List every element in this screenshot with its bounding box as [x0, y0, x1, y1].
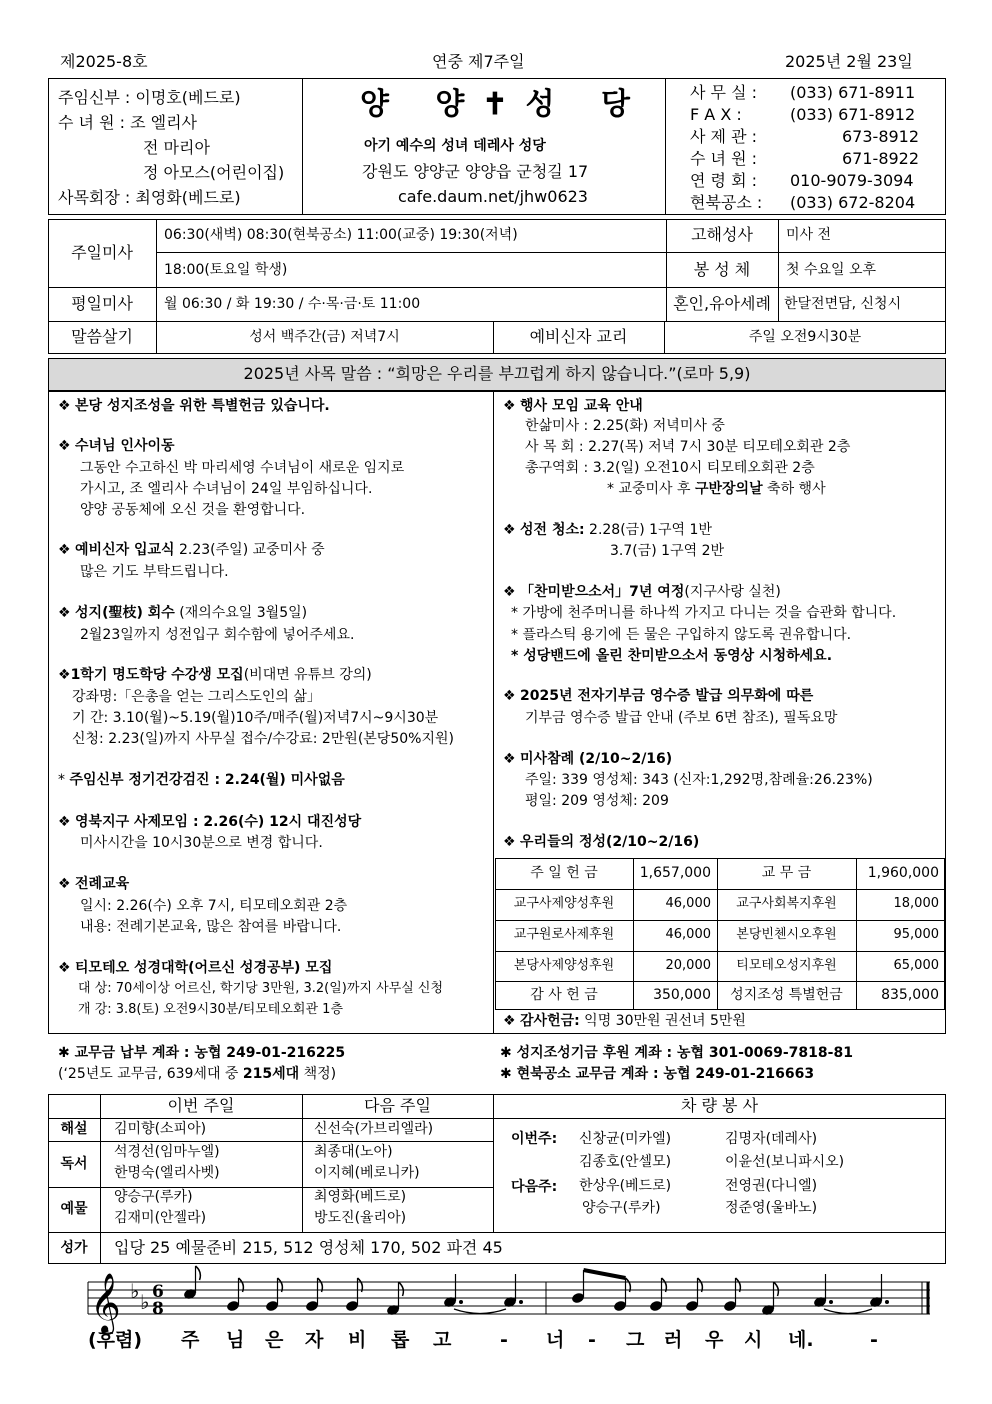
- notice-text: 양양 공동체에 오신 것을 환영합니다.: [80, 502, 306, 518]
- issue-number: 제2025-8호: [60, 52, 148, 71]
- beam-mark: [584, 1270, 626, 1278]
- contact-label: 현북공소 :: [690, 193, 763, 212]
- communion-label: 봉 성 체: [693, 259, 751, 279]
- notice-liturgy-education: ❖ 전례교육: [58, 876, 130, 892]
- time-signature-icon: 6: [152, 1282, 164, 1302]
- bullet-icon: ❖: [503, 522, 521, 538]
- notice-text: 그동안 수고하신 박 마리세영 수녀님이 새로운 임지로: [80, 460, 405, 476]
- notice-text: 3.7(금) 1구역 2반: [610, 543, 724, 559]
- account-shrine-fund: ✱ 성지조성기금 후원 계좌 : 농협 301-0069-7818-81: [500, 1045, 853, 1061]
- car-volunteer: 신창균(미카엘): [579, 1131, 672, 1147]
- offering-category: 본당사제양성후원: [513, 957, 615, 973]
- car-volunteer: 이윤선(보니파시오): [725, 1154, 845, 1170]
- lyric-syllable: 자: [305, 1329, 324, 1351]
- car-next-week-label: 다음주:: [511, 1179, 558, 1195]
- contact-value: (033) 671-8911: [790, 83, 916, 102]
- role-name: 신선숙(가브리엘라): [314, 1121, 434, 1137]
- notice-palm-return: ❖ 성지(聖枝) 회수 (재의수요일 3월5일): [58, 605, 308, 621]
- notice-text: 총구역회 : 3.2(일) 오전10시 티모테오회관 2층: [525, 460, 815, 476]
- contact-value: 010-9079-3094: [790, 171, 914, 190]
- offering-category: 감 사 헌 금: [530, 987, 598, 1004]
- bullet-icon: ❖: [58, 960, 76, 976]
- sister-2: 전 마리아: [143, 138, 210, 157]
- sunday-mass-times: 06:30(새벽) 08:30(현북공소) 11:00(교중) 19:30(저녁): [164, 227, 518, 244]
- notice-myeongdo-school: ❖1학기 명도학당 수강생 모집(비대면 유튜브 강의): [58, 667, 372, 683]
- offering-category: 주 일 헌 금: [530, 865, 598, 882]
- note-flag: [774, 1282, 779, 1296]
- bullet-icon: ❖: [58, 876, 76, 892]
- car-volunteer: 정준영(울바노): [725, 1200, 818, 1216]
- role-name: 최영화(베드로): [314, 1189, 407, 1205]
- car-volunteer: 한상우(베드로): [579, 1178, 672, 1194]
- role-offering-label: 예물: [60, 1201, 88, 1218]
- contact-label: F A X :: [690, 105, 742, 124]
- church-subtitle: 아기 예수의 성녀 데레사 성당: [364, 138, 546, 154]
- bullet-icon: ❖: [58, 605, 76, 621]
- role-name: 석경선(임마누엘): [114, 1144, 220, 1160]
- bullet-icon: ❖: [58, 398, 76, 414]
- note-dot: [829, 1300, 833, 1304]
- offering-amount: 835,000: [881, 987, 939, 1004]
- lyric-syllable: -: [870, 1329, 878, 1351]
- council-president: 사목회장 : 최영화(베드로): [58, 188, 241, 207]
- sunday-mass-label: 주일미사: [71, 242, 133, 262]
- notice-offerings: ❖ 우리들의 정성(2/10~2/16): [503, 834, 700, 850]
- role-reading-label: 독서: [60, 1155, 88, 1172]
- account-tithe: ✱ 교무금 납부 계좌 : 농협 249-01-216225: [58, 1045, 346, 1061]
- confession-value: 미사 전: [786, 227, 832, 244]
- car-volunteer: 김종호(안셀모): [579, 1154, 672, 1170]
- lyric-syllable: -: [588, 1329, 596, 1351]
- contact-label: 수 녀 원 :: [690, 149, 758, 168]
- notice-text: 대 상: 70세이상 어르신, 학기당 3만원, 3.2(일)까지 사무실 신청: [78, 981, 444, 996]
- weekday-mass-times: 월 06:30 / 화 19:30 / 수·목·금·토 11:00: [164, 295, 421, 312]
- offering-amount: 46,000: [665, 927, 711, 943]
- offering-category: 교구사회복지후원: [736, 896, 837, 912]
- notice-events: ❖ 행사 모임 교육 안내: [503, 398, 643, 414]
- notice-text: 신청: 2.23(일)까지 사무실 접수/수강료: 2만원(본당50%지원): [72, 731, 454, 747]
- bullet-icon: ❖: [58, 814, 76, 830]
- contact-value: (033) 672-8204: [790, 193, 916, 212]
- notice-thanks-offering: ❖ 감사헌금: 익명 30만원 권선녀 5만원: [503, 1013, 746, 1029]
- weekday-mass-label: 평일미사: [71, 293, 133, 313]
- church-url[interactable]: cafe.daum.net/jhw0623: [398, 187, 588, 206]
- car-volunteer: 김명자(데레사): [725, 1131, 818, 1147]
- car-this-week-label: 이번주:: [511, 1131, 558, 1147]
- word-label: 말씀살기: [71, 327, 133, 347]
- notice-text: 일시: 2.26(수) 오후 7시, 티모테오회관 2층: [80, 898, 348, 914]
- notice-laudato-si: ❖ 「찬미받으소서」7년 여정(지구사랑 실천): [503, 584, 781, 600]
- role-name: 김미향(소피아): [114, 1121, 207, 1137]
- catechumen-value: 주일 오전9시30분: [748, 329, 862, 346]
- saturday-mass-time: 18:00(토요일 학생): [164, 261, 288, 278]
- tie-mark: [824, 1309, 872, 1314]
- sister-3: 정 아모스(어린이집): [143, 163, 285, 182]
- offering-amount: 65,000: [893, 957, 939, 973]
- notice-text: * 교중미사 후 구반장의날 축하 행사: [607, 481, 826, 497]
- contact-label: 연 령 회 :: [690, 171, 758, 190]
- offering-amount: 46,000: [665, 896, 711, 912]
- liturgical-week: 연중 제7주일: [432, 52, 525, 71]
- notice-text: 기 간: 3.10(월)~5.19(월)10주/매주(월)저녁7시~9시30분: [72, 710, 439, 726]
- lyric-syllable: 그: [626, 1329, 645, 1351]
- contact-value: 671-8922: [842, 149, 920, 168]
- note-dot: [519, 1300, 523, 1304]
- account-tithe-note: (‘25년도 교무금, 639세대 중 215세대 책정): [58, 1066, 337, 1082]
- catechumen-label: 예비신자 교리: [529, 327, 628, 347]
- lyric-syllable: 비: [348, 1329, 367, 1351]
- offering-category: 교구원로사제후원: [513, 927, 615, 943]
- offering-amount: 1,960,000: [867, 865, 939, 882]
- notice-text: 평일: 209 영성체: 209: [525, 793, 669, 809]
- notice-text: 가시고, 조 엘리사 수녀님이 24일 부임하십니다.: [80, 481, 373, 497]
- role-name: 최종대(노아): [314, 1144, 393, 1160]
- lyric-syllable: 롭: [391, 1329, 410, 1351]
- lyric-syllable: 은: [265, 1329, 284, 1351]
- notice-text: 내용: 전례기본교육, 많은 참여를 바랍니다.: [80, 919, 342, 935]
- role-name: 이지혜(베로니카): [314, 1165, 420, 1181]
- note-flag: [399, 1282, 404, 1296]
- flat-sign-icon: ♭: [140, 1290, 150, 1314]
- car-service-header: 차 량 봉 사: [680, 1095, 759, 1115]
- notice-catechumen-rite: ❖ 예비신자 입교식 2.23(주일) 교중미사 중: [58, 542, 325, 558]
- lyric-syllable: 네.: [788, 1329, 814, 1351]
- notice-donation-receipt: ❖ 2025년 전자기부금 영수증 발급 의무화에 따른: [503, 688, 814, 704]
- notice-text: * 가방에 천주머니를 하나씩 가지고 다니는 것을 습관화 합니다.: [511, 605, 897, 621]
- offering-category: 본당빈첸시오후원: [736, 927, 837, 943]
- lyric-syllable: 우: [705, 1329, 724, 1351]
- bullet-icon: ❖: [58, 438, 76, 454]
- bulletin-date: 2025년 2월 23일: [785, 52, 913, 71]
- bullet-icon: ❖: [58, 667, 71, 683]
- this-week-header: 이번 주일: [167, 1095, 235, 1115]
- hymn-numbers: 입당 25 예물준비 215, 512 영성체 170, 502 파견 45: [114, 1237, 503, 1257]
- offering-amount: 18,000: [893, 896, 939, 912]
- lyric-syllable: (후렴): [88, 1329, 143, 1351]
- refrain-music-staff: [0, 1264, 992, 1404]
- notice-text: * 플라스틱 용기에 든 물은 구입하지 않도록 권유합니다.: [511, 627, 852, 643]
- role-commentary-label: 해설: [60, 1121, 88, 1138]
- word-value: 성서 백주간(금) 저녁7시: [249, 329, 400, 346]
- lyric-syllable: -: [500, 1329, 508, 1351]
- contact-value: 673-8912: [842, 127, 920, 146]
- role-name: 방도진(율리아): [314, 1210, 407, 1226]
- notice-cleaning: ❖ 성전 청소: 2.28(금) 1구역 1반: [503, 522, 712, 538]
- notice-text: 사 목 회 : 2.27(목) 저녁 7시 30분 티모테오회관 2층: [525, 439, 851, 455]
- bullet-icon: ❖: [58, 542, 76, 558]
- pastor: 주임신부 : 이명호(베드로): [58, 88, 241, 107]
- contact-label: 사 무 실 :: [690, 83, 758, 102]
- notice-bible-college: ❖ 티모테오 성경대학(어르신 성경공부) 모집: [58, 960, 333, 976]
- wedding-value: 한달전면담, 신청시: [784, 295, 902, 312]
- offering-category: 성지조성 특별헌금: [730, 987, 843, 1004]
- lyric-syllable: 님: [226, 1329, 245, 1351]
- notice-special-offering: ❖ 본당 성지조성을 위한 특별헌금 있습니다.: [58, 398, 330, 414]
- lyric-syllable: 러: [664, 1329, 683, 1351]
- account-hyeonbuk: ✱ 현북공소 교무금 계좌 : 농협 249-01-216663: [500, 1066, 815, 1082]
- offering-category: 교 무 금: [761, 865, 812, 882]
- notice-priest-meeting: ❖ 영북지구 사제모임 : 2.26(수) 12시 대진성당: [58, 814, 362, 830]
- car-volunteer: 양승구(루카): [582, 1200, 661, 1216]
- notice-sister-transfer: ❖ 수녀님 인사이동: [58, 438, 175, 454]
- wedding-label: 혼인,유아세례: [673, 293, 771, 313]
- role-name: 양승구(루카): [114, 1189, 193, 1205]
- note-dot: [459, 1300, 463, 1304]
- treble-clef-icon: 𝄞: [90, 1273, 121, 1333]
- notice-mass-attendance: ❖ 미사참례 (2/10~2/16): [503, 751, 673, 767]
- flat-sign-icon: ♭: [130, 1279, 140, 1303]
- bullet-icon: ❖: [503, 584, 521, 600]
- lyric-syllable: 주: [181, 1329, 200, 1351]
- bullet-icon: ❖: [503, 1013, 521, 1029]
- communion-value: 첫 수요일 오후: [786, 261, 877, 278]
- note-flag: [196, 1266, 201, 1280]
- notice-text: * 성당밴드에 올린 찬미받으소서 동영상 시청하세요.: [511, 648, 833, 664]
- offering-amount: 20,000: [665, 957, 711, 973]
- church-name: 양 양✝성 당: [360, 87, 648, 122]
- notice-text: 기부금 영수증 발급 안내 (주보 6면 참조), 필독요망: [525, 710, 838, 726]
- car-volunteer: 전영권(다니엘): [725, 1178, 818, 1194]
- time-signature-icon: 8: [152, 1299, 164, 1319]
- contact-value: (033) 671-8912: [790, 105, 916, 124]
- hymns-label: 성가: [60, 1239, 88, 1256]
- confession-label: 고해성사: [691, 225, 753, 245]
- bullet-icon: ❖: [503, 751, 521, 767]
- bullet-icon: ❖: [503, 688, 521, 704]
- offering-amount: 95,000: [893, 927, 939, 943]
- lyric-syllable: 고: [433, 1329, 452, 1351]
- notice-text: 한삶미사 : 2.25(화) 저녁미사 중: [525, 418, 725, 434]
- notice-text: 2월23일까지 성전입구 회수함에 넣어주세요.: [80, 627, 355, 643]
- next-week-header: 다음 주일: [364, 1095, 431, 1115]
- sisters: 수 녀 원 : 조 엘리사: [58, 113, 198, 132]
- notice-text: 많은 기도 부탁드립니다.: [80, 564, 229, 580]
- lyric-syllable: 너: [546, 1329, 565, 1351]
- pastoral-motto: 2025년 사목 말씀 : “희망은 우리를 부끄럽게 하지 않습니다.”(로마 5,9): [243, 364, 751, 384]
- bullet-icon: ❖: [503, 834, 521, 850]
- notice-health-check: * 주임신부 정기건강검진 : 2.24(월) 미사없음: [58, 772, 345, 788]
- role-name: 김재미(안젤라): [114, 1210, 207, 1226]
- tie-mark: [454, 1309, 506, 1314]
- notice-text: 강좌명:「은총을 얻는 그리스도인의 삶」: [72, 689, 321, 705]
- bullet-icon: ❖: [503, 398, 521, 414]
- offering-amount: 350,000: [653, 987, 711, 1004]
- offering-category: 티모테오성지후원: [736, 957, 837, 973]
- role-name: 한명숙(엘리사벳): [114, 1165, 220, 1181]
- note-dot: [885, 1300, 889, 1304]
- offering-category: 교구사제양성후원: [513, 896, 615, 912]
- church-address: 강원도 양양군 양양읍 군청길 17: [362, 162, 589, 181]
- notice-text: 주일: 339 영성체: 343 (신자:1,292명,참례율:26.23%): [525, 772, 873, 788]
- notice-text: 개 강: 3.8(토) 오전9시30분/티모테오회관 1층: [78, 1002, 344, 1017]
- contact-label: 사 제 관 :: [690, 127, 758, 146]
- notice-text: 미사시간을 10시30분으로 변경 합니다.: [80, 835, 323, 851]
- lyric-syllable: 시: [744, 1329, 763, 1351]
- offering-amount: 1,657,000: [639, 865, 711, 882]
